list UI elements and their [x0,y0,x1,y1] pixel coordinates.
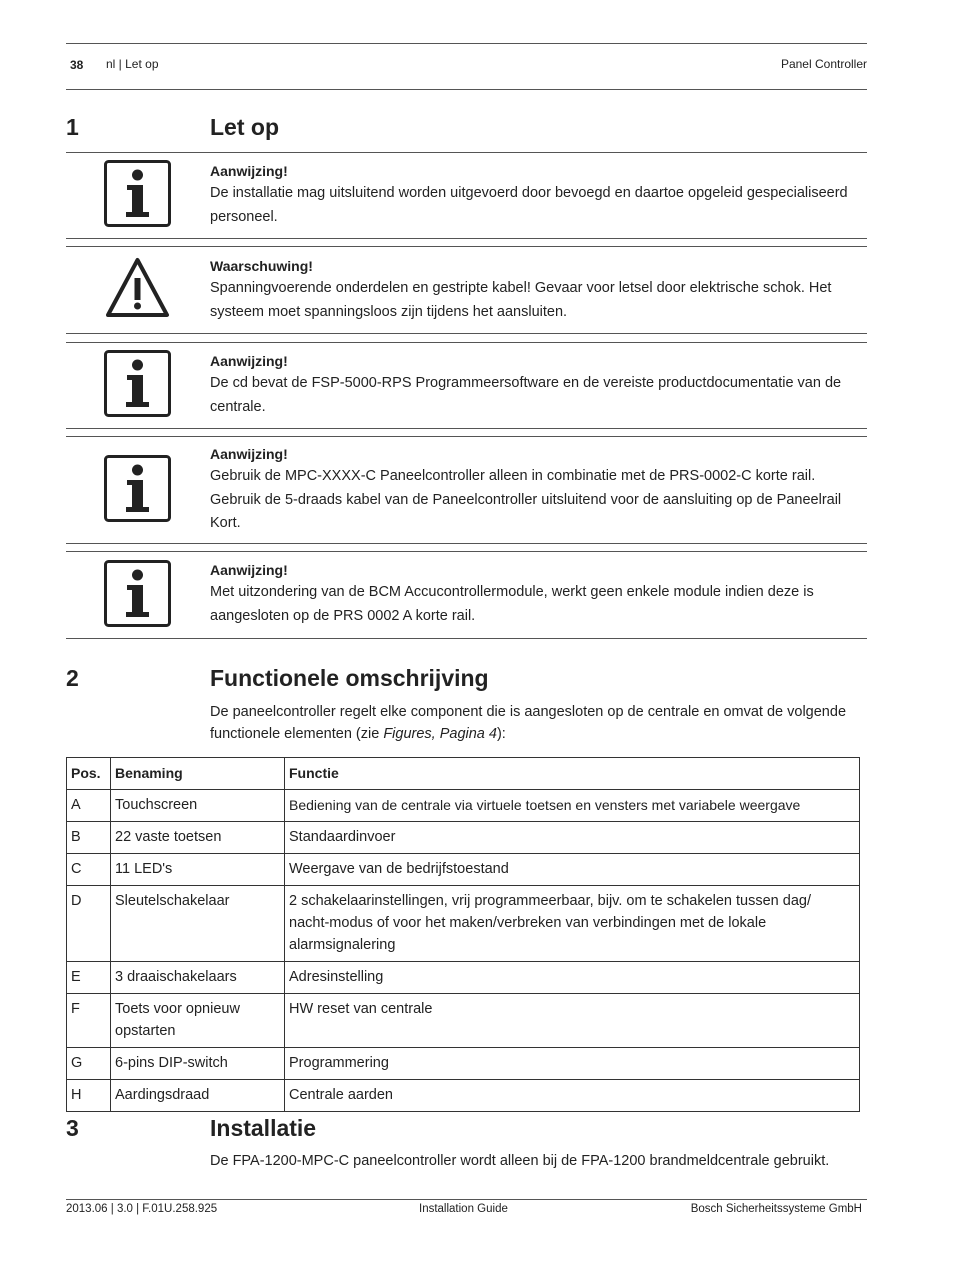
cell-functie: Programmering [285,1048,860,1080]
cell-pos: A [67,790,111,822]
notice-rule [66,333,867,334]
notice-rule [66,428,867,429]
cell-pos: B [67,822,111,854]
cell-pos: G [67,1048,111,1080]
header-pos: Pos. [67,758,111,790]
header-bottom-rule [66,89,867,90]
notice-rule [66,551,867,552]
cell-pos: D [67,886,111,962]
table-row [67,790,860,822]
section-1-title: Let op [210,114,279,140]
table-row [67,1048,860,1080]
footer-company: Bosch Sicherheitssysteme GmbH [690,1203,862,1215]
header-top-rule [66,43,867,44]
table-row [67,962,860,994]
cell-functie: Weergave van de bedrijfstoestand [285,854,860,886]
cell-benaming: 11 LED's [111,854,285,886]
section-3-title: Installatie [210,1115,317,1141]
info-icon [104,455,171,522]
table-row [67,886,860,962]
functional-intro [210,701,866,745]
functional-intro-text: De paneelcontroller regelt elke component die is aangesloten op de centrale en omvat de volgende functionele elementen (zie [210,704,847,742]
notice-rule [66,342,867,343]
cell-functie: Bediening van de centrale via virtuele toetsen en vensters met variabele weergave [285,790,860,822]
section-2-number: 2 [66,665,79,691]
header-functie: Functie [285,758,860,790]
notice-text: Spanningvoerende onderdelen en gestripte kabel! Gevaar voor letsel door elektrische schok. Het systeem moet spanningsloos zijn tijdens het aansluiten. [210,280,832,320]
cell-functie: Standaardinvoer [285,822,860,854]
notice-label: Aanwijzing! [210,163,288,179]
warning-icon [104,255,171,322]
notice-label: Aanwijzing! [210,446,288,462]
notice-rule [66,246,867,247]
functional-elements-table [66,757,860,1112]
notice-rule [66,152,867,153]
footer-rule [66,1199,867,1200]
cell-pos: F [67,994,111,1048]
notice-rule [66,436,867,437]
info-icon [104,350,171,417]
cell-benaming: 22 vaste toetsen [111,822,285,854]
installation-text: De FPA-1200-MPC-C paneelcontroller wordt alleen bij de FPA-1200 brandmeldcentrale gebruikt. [210,1153,830,1169]
notice-rule [66,238,867,239]
notice-label: Aanwijzing! [210,353,288,369]
cell-benaming: Touchscreen [111,790,285,822]
cell-benaming: 3 draaischakelaars [111,962,285,994]
table-row [67,994,860,1048]
cell-functie: Centrale aarden [285,1080,860,1112]
cell-pos: E [67,962,111,994]
notice-label: Waarschuwing! [210,258,313,274]
functional-intro-end: ): [496,726,506,742]
footer-doc-type: Installation Guide [419,1203,508,1215]
section-3-number: 3 [66,1115,79,1141]
notice-text: De installatie mag uitsluitend worden uitgevoerd door bevoegd en daartoe opgeleid gespecialiseerd personeel. [210,185,848,225]
header-product: Panel Controller [780,57,867,71]
notice-label: Aanwijzing! [210,562,288,578]
notice-rule [66,543,867,544]
table-row [67,854,860,886]
table-row [67,1080,860,1112]
cell-functie: Adresinstelling [285,962,860,994]
header-benaming: Benaming [111,758,285,790]
info-icon [104,560,171,627]
page-number: 38 [70,58,84,72]
footer-doc-id: 2013.06 | 3.0 | F.01U.258.925 [66,1203,218,1215]
cell-functie: 2 schakelaarinstellingen, vrij programmeerbaar, bijv. om te schakelen tussen dag/ nacht-modus of voor het maken/verbreken van verbindingen met de lokale alarmsignalering [285,886,860,962]
cell-benaming: 6-pins DIP-switch [111,1048,285,1080]
cell-benaming: Toets voor opnieuw opstarten [111,994,285,1048]
section-2-title: Functionele omschrijving [210,665,489,691]
table-row [67,822,860,854]
cell-pos: H [67,1080,111,1112]
cell-benaming: Aardingsdraad [111,1080,285,1112]
figures-reference: Figures, Pagina 4 [383,726,497,742]
section-1-number: 1 [66,114,79,140]
cell-pos: C [67,854,111,886]
cell-benaming: Sleutelschakelaar [111,886,285,962]
notice-text: Met uitzondering van de BCM Accucontrollermodule, werkt geen enkele module indien deze is aangesloten op de PRS 0002 A korte rail. [210,584,814,624]
notice-text: De cd bevat de FSP-5000-RPS Programmeersoftware en de vereiste productdocumentatie van de centrale. [210,375,842,415]
notice-rule [66,638,867,639]
cell-functie: HW reset van centrale [285,994,860,1048]
notice-text: Gebruik de MPC-XXXX-C Paneelcontroller alleen in combinatie met de PRS-0002-C korte rail. Gebruik de 5-draads kabel van de Paneelcontroller uitsluitend voor de aansluiting op de Paneelrail Kort. [210,468,842,531]
table-header-row [67,758,860,790]
info-icon [104,160,171,227]
header-section: nl | Let op [106,57,159,71]
